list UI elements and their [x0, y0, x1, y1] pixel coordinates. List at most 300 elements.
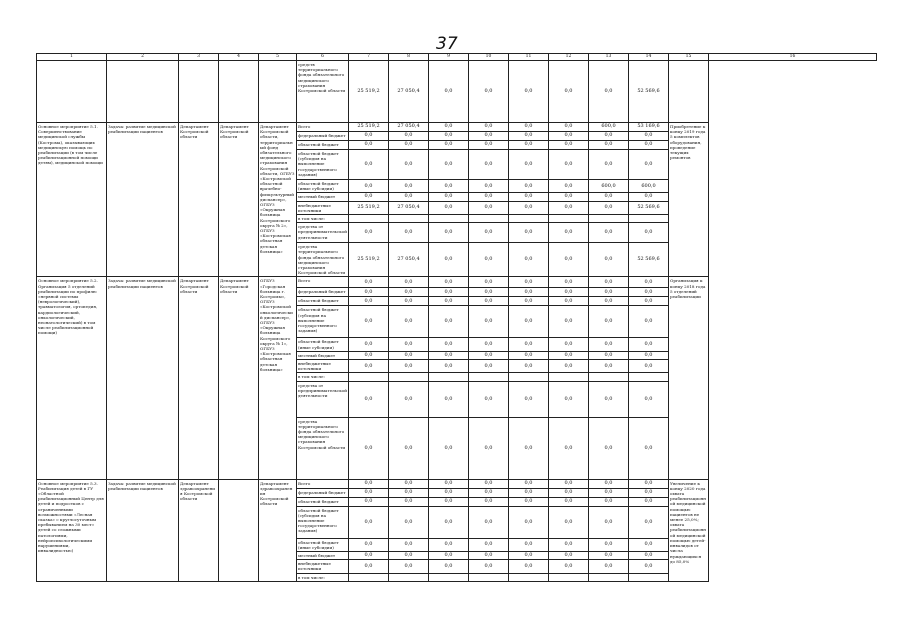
value-cell: 600,0	[589, 180, 629, 193]
value-cell: 0,0	[469, 288, 509, 297]
value-cell: 0,0	[549, 223, 589, 243]
value-cell: 0,0	[509, 488, 549, 497]
funding-source-cell: федеральный бюджет	[297, 488, 349, 497]
value-cell: 0,0	[429, 306, 469, 338]
value-cell: 0,0	[589, 381, 629, 417]
value-cell: 0,0	[429, 538, 469, 551]
value-cell: 0,0	[589, 132, 629, 141]
activity-c5-cell: ОГБУЗ «Городская больница г. Костромы», ОГБУЗ «Костромской онкологический диспансер», ОГБУЗ «Окружная больница Костромского округа № 1», ОГБУЗ «Костромская областная детская больница»	[259, 277, 297, 479]
value-cell: 0,0	[389, 560, 429, 574]
value-cell: 0,0	[349, 180, 389, 193]
value-cell: 0,0	[549, 497, 589, 506]
value-cell: 0,0	[629, 306, 669, 338]
value-cell: 0,0	[349, 479, 389, 488]
value-cell	[509, 215, 549, 223]
value-cell	[509, 373, 549, 381]
funding-source-cell: Всего	[297, 123, 349, 132]
value-cell	[429, 574, 469, 582]
value-cell	[629, 373, 669, 381]
col-number: 5	[259, 54, 297, 61]
value-cell: 0,0	[429, 506, 469, 538]
activity-c4-cell: Департамент Костромской области	[219, 277, 259, 479]
value-cell: 0,0	[509, 180, 549, 193]
value-cell: 27 050,4	[389, 201, 429, 214]
value-cell: 0,0	[549, 338, 589, 351]
value-cell: 0,0	[469, 338, 509, 351]
value-cell: 0,0	[629, 223, 669, 243]
value-cell: 0,0	[469, 351, 509, 359]
col-number: 7	[349, 54, 389, 61]
value-cell	[389, 215, 429, 223]
value-cell: 0,0	[589, 223, 629, 243]
value-cell: 0,0	[629, 141, 669, 150]
value-cell: 0,0	[509, 277, 549, 288]
value-cell: 0,0	[429, 338, 469, 351]
activity-c3-cell: Департамент Костромской области	[179, 123, 219, 277]
value-cell	[429, 215, 469, 223]
value-cell: 600,0	[589, 123, 629, 132]
activity-c3-cell: Департамент Костромской области	[179, 277, 219, 479]
value-cell: 0,0	[389, 360, 429, 373]
value-cell: 0,0	[389, 479, 429, 488]
value-cell: 0,0	[629, 297, 669, 306]
value-cell: 0,0	[469, 193, 509, 201]
value-cell: 0,0	[469, 417, 509, 479]
empty-cell	[219, 61, 259, 123]
value-cell: 0,0	[509, 306, 549, 338]
value-cell	[549, 373, 589, 381]
funding-source-cell: Всего	[297, 479, 349, 488]
col-number: 10	[469, 54, 509, 61]
value-cell: 0,0	[469, 243, 509, 277]
value-cell: 0,0	[549, 538, 589, 551]
value-cell	[589, 215, 629, 223]
value-cell: 52 569,6	[629, 61, 669, 123]
value-cell	[469, 574, 509, 582]
value-cell: 0,0	[389, 223, 429, 243]
value-cell: 0,0	[509, 123, 549, 132]
value-cell	[549, 215, 589, 223]
value-cell: 0,0	[389, 180, 429, 193]
value-cell: 0,0	[509, 338, 549, 351]
value-cell: 0,0	[589, 552, 629, 560]
activity-c1-cell: Основное мероприятие 5.2. Организация 5 отделений реабилитации по профилю «нервной системы (неврологический), травматология, ортопедия, кардиологический, онкологический, неонатологический) в том числе реабилитационной помощи)	[37, 277, 107, 479]
value-cell: 0,0	[509, 132, 549, 141]
value-cell: 600,0	[629, 180, 669, 193]
value-cell: 0,0	[589, 243, 629, 277]
col-number: 1	[37, 54, 107, 61]
value-cell: 0,0	[349, 338, 389, 351]
value-cell: 0,0	[549, 306, 589, 338]
value-cell: 0,0	[429, 497, 469, 506]
value-cell	[349, 215, 389, 223]
value-cell: 0,0	[469, 61, 509, 123]
col-number: 16	[709, 54, 877, 61]
value-cell: 0,0	[349, 141, 389, 150]
value-cell: 0,0	[429, 417, 469, 479]
value-cell: 0,0	[349, 288, 389, 297]
value-cell: 0,0	[549, 193, 589, 201]
funding-source-cell: средства территориального фонда обязательного медицинского страхования Костромской области	[297, 243, 349, 277]
activity-c4-cell: Департамент Костромской области	[219, 123, 259, 277]
value-cell: 0,0	[469, 223, 509, 243]
activity-c2-cell: Задача: развитие медицинской реабилитации пациентов	[107, 123, 179, 277]
value-cell: 0,0	[509, 497, 549, 506]
value-cell: 0,0	[549, 297, 589, 306]
value-cell: 0,0	[549, 479, 589, 488]
activity-c2-cell: Задача: развитие медицинской реабилитации пациентов	[107, 479, 179, 582]
expected-result-cell: Приобретение к концу 2019 года 5 комплектов оборудования, проведение текущих ремонтов	[669, 123, 709, 277]
value-cell	[589, 373, 629, 381]
activity-c2-cell: Задача: развитие медицинской реабилитации пациентов	[107, 277, 179, 479]
col-number: 11	[509, 54, 549, 61]
value-cell: 0,0	[509, 288, 549, 297]
value-cell	[549, 574, 589, 582]
value-cell: 0,0	[469, 479, 509, 488]
value-cell: 0,0	[429, 223, 469, 243]
value-cell: 0,0	[389, 132, 429, 141]
value-cell: 0,0	[589, 417, 629, 479]
value-cell: 0,0	[509, 360, 549, 373]
funding-source-cell: Всего	[297, 277, 349, 288]
funding-source-cell: внебюджетные источники	[297, 201, 349, 214]
page-number: 37	[436, 34, 458, 54]
value-cell: 0,0	[349, 360, 389, 373]
funding-source-cell: местный бюджет	[297, 193, 349, 201]
value-cell: 0,0	[509, 351, 549, 359]
funding-source-cell: областной бюджет	[297, 141, 349, 150]
value-cell: 0,0	[469, 141, 509, 150]
value-cell: 0,0	[629, 488, 669, 497]
empty-cell	[669, 61, 709, 123]
value-cell: 0,0	[469, 506, 509, 538]
funding-source-cell: областной бюджет (иные субсидии)	[297, 338, 349, 351]
value-cell	[389, 373, 429, 381]
value-cell: 0,0	[549, 61, 589, 123]
value-cell: 0,0	[469, 488, 509, 497]
value-cell: 0,0	[589, 338, 629, 351]
value-cell: 0,0	[349, 277, 389, 288]
value-cell: 0,0	[349, 193, 389, 201]
activity-c3-cell: Департамент здравоохранения Костромской области	[179, 479, 219, 582]
value-cell	[429, 373, 469, 381]
value-cell: 27 050,4	[389, 243, 429, 277]
empty-cell	[107, 61, 179, 123]
value-cell: 0,0	[549, 243, 589, 277]
value-cell: 0,0	[469, 277, 509, 288]
value-cell: 0,0	[429, 552, 469, 560]
empty-cell	[259, 61, 297, 123]
value-cell: 0,0	[549, 488, 589, 497]
value-cell: 0,0	[349, 297, 389, 306]
value-cell: 0,0	[429, 381, 469, 417]
value-cell: 0,0	[509, 297, 549, 306]
funding-source-cell: средства от предпринимательской деятельности	[297, 223, 349, 243]
value-cell: 0,0	[389, 497, 429, 506]
value-cell: 0,0	[509, 193, 549, 201]
activity-c5-cell: Департамент Костромской области, территориальный фонд обязательного медицинского страхования Костромской области, ОГБУЗ «Костромской областной врачебно-физкультурный диспансер», ОГБУЗ «Окружная больница Костромского округа № 2», ОГБУЗ «Костромская областная детская больница»	[259, 123, 297, 277]
value-cell: 0,0	[389, 351, 429, 359]
value-cell: 0,0	[509, 150, 549, 180]
value-cell	[629, 215, 669, 223]
value-cell: 0,0	[629, 193, 669, 201]
value-cell: 0,0	[429, 150, 469, 180]
funding-source-cell: федеральный бюджет	[297, 132, 349, 141]
value-cell: 0,0	[549, 123, 589, 132]
table-row	[37, 277, 877, 288]
value-cell: 52 569,6	[629, 201, 669, 214]
value-cell: 25 519,2	[349, 243, 389, 277]
expected-result-cell: Организация к концу 2018 года 5 отделений реабилитации	[669, 277, 709, 479]
value-cell: 0,0	[469, 552, 509, 560]
value-cell: 0,0	[429, 141, 469, 150]
value-cell: 0,0	[469, 306, 509, 338]
value-cell: 0,0	[549, 351, 589, 359]
value-cell: 0,0	[589, 560, 629, 574]
value-cell: 0,0	[589, 479, 629, 488]
value-cell: 0,0	[509, 381, 549, 417]
value-cell: 0,0	[509, 538, 549, 551]
value-cell: 0,0	[509, 201, 549, 214]
value-cell	[629, 574, 669, 582]
value-cell: 0,0	[349, 506, 389, 538]
funding-source-cell: внебюджетные источники	[297, 360, 349, 373]
activity-c4-cell	[219, 479, 259, 582]
value-cell: 0,0	[349, 150, 389, 180]
value-cell: 52 569,6	[629, 243, 669, 277]
value-cell: 0,0	[389, 306, 429, 338]
value-cell: 0,0	[429, 180, 469, 193]
value-cell: 0,0	[509, 141, 549, 150]
value-cell: 0,0	[389, 338, 429, 351]
value-cell: 0,0	[549, 417, 589, 479]
value-cell: 0,0	[549, 180, 589, 193]
value-cell: 0,0	[509, 506, 549, 538]
value-cell: 0,0	[629, 538, 669, 551]
value-cell: 0,0	[549, 201, 589, 214]
col-number: 13	[589, 54, 629, 61]
value-cell: 0,0	[589, 497, 629, 506]
value-cell	[389, 574, 429, 582]
value-cell: 0,0	[629, 552, 669, 560]
value-cell	[349, 574, 389, 582]
value-cell: 25 519,2	[349, 61, 389, 123]
value-cell: 0,0	[589, 201, 629, 214]
value-cell: 0,0	[389, 297, 429, 306]
value-cell: 0,0	[629, 132, 669, 141]
table-row	[37, 123, 877, 132]
funding-source-cell: в том числе:	[297, 574, 349, 582]
value-cell: 0,0	[549, 360, 589, 373]
value-cell: 0,0	[349, 560, 389, 574]
funding-source-cell: в том числе:	[297, 215, 349, 223]
value-cell: 0,0	[469, 381, 509, 417]
value-cell: 0,0	[389, 488, 429, 497]
value-cell: 0,0	[349, 306, 389, 338]
value-cell: 0,0	[629, 560, 669, 574]
value-cell: 0,0	[629, 351, 669, 359]
value-cell: 0,0	[589, 351, 629, 359]
value-cell: 0,0	[429, 297, 469, 306]
value-cell: 0,0	[589, 538, 629, 551]
funding-source-cell: областной бюджет (субсидия на выполнение государственного задания)	[297, 506, 349, 538]
value-cell: 0,0	[469, 497, 509, 506]
value-cell: 0,0	[429, 61, 469, 123]
value-cell: 0,0	[469, 201, 509, 214]
empty-cell	[37, 61, 107, 123]
value-cell: 0,0	[389, 288, 429, 297]
expected-result-cell: Увеличение к концу 2020 года охвата реабилитационной медицинской помощью пациентов не менее 25,0%; охвата реабилитационной медицинской помощью детей-инвалидов от числа нуждающихся до 85,0%	[669, 479, 709, 582]
value-cell: 0,0	[389, 277, 429, 288]
funding-source-cell: областной бюджет (иные субсидии)	[297, 180, 349, 193]
activity-c1-cell: Основное мероприятие 5.1. Совершенствование медицинской службы (Кострома), оказывающих медицинскую помощь по реабилитации (в том числе реабилитационной помощи детям), медицинской помощи	[37, 123, 107, 277]
value-cell: 0,0	[549, 150, 589, 180]
value-cell: 0,0	[469, 360, 509, 373]
table-body	[37, 54, 877, 582]
value-cell: 0,0	[549, 132, 589, 141]
funding-source-cell: средства территориального фонда обязательного медицинского страхования Костромской области	[297, 417, 349, 479]
value-cell: 0,0	[589, 61, 629, 123]
value-cell: 0,0	[349, 497, 389, 506]
value-cell: 0,0	[549, 506, 589, 538]
col-number: 9	[429, 54, 469, 61]
value-cell: 0,0	[629, 150, 669, 180]
value-cell: 0,0	[349, 488, 389, 497]
value-cell: 0,0	[589, 150, 629, 180]
budget-table	[36, 53, 877, 582]
funding-source-cell: средства от предпринимательской деятельности	[297, 381, 349, 417]
funding-source-cell: местный бюджет	[297, 351, 349, 359]
value-cell: 0,0	[509, 223, 549, 243]
value-cell: 0,0	[509, 61, 549, 123]
value-cell: 0,0	[589, 193, 629, 201]
value-cell: 0,0	[549, 381, 589, 417]
value-cell: 0,0	[429, 488, 469, 497]
value-cell	[349, 373, 389, 381]
value-cell: 0,0	[549, 277, 589, 288]
value-cell: 0,0	[629, 417, 669, 479]
value-cell: 0,0	[429, 479, 469, 488]
value-cell: 0,0	[429, 243, 469, 277]
table-row	[37, 479, 877, 488]
value-cell: 0,0	[589, 297, 629, 306]
value-cell: 0,0	[389, 506, 429, 538]
funding-source-cell: областной бюджет (субсидия на выполнение государственного задания)	[297, 150, 349, 180]
value-cell: 0,0	[349, 538, 389, 551]
value-cell: 0,0	[469, 297, 509, 306]
col-number: 14	[629, 54, 669, 61]
empty-cell	[179, 61, 219, 123]
value-cell: 0,0	[349, 552, 389, 560]
funding-source-cell: внебюджетные источники	[297, 560, 349, 574]
value-cell: 0,0	[509, 243, 549, 277]
value-cell: 0,0	[589, 288, 629, 297]
value-cell	[509, 574, 549, 582]
funding-source-cell: средств территориального фонда обязательного медицинского страхования Костромской области	[297, 61, 349, 123]
value-cell: 0,0	[389, 538, 429, 551]
col-number: 12	[549, 54, 589, 61]
value-cell: 0,0	[629, 506, 669, 538]
value-cell: 0,0	[429, 132, 469, 141]
value-cell	[469, 373, 509, 381]
value-cell: 0,0	[629, 288, 669, 297]
value-cell: 0,0	[429, 351, 469, 359]
value-cell: 0,0	[389, 193, 429, 201]
col-number: 4	[219, 54, 259, 61]
value-cell: 0,0	[389, 381, 429, 417]
funding-source-cell: в том числе:	[297, 373, 349, 381]
col-number: 8	[389, 54, 429, 61]
value-cell: 0,0	[589, 506, 629, 538]
value-cell: 0,0	[389, 141, 429, 150]
value-cell: 0,0	[349, 351, 389, 359]
header-row	[37, 54, 877, 61]
value-cell: 0,0	[429, 288, 469, 297]
value-cell: 0,0	[629, 479, 669, 488]
value-cell: 0,0	[469, 150, 509, 180]
value-cell: 0,0	[429, 560, 469, 574]
value-cell: 0,0	[349, 223, 389, 243]
value-cell: 0,0	[509, 479, 549, 488]
value-cell: 0,0	[589, 277, 629, 288]
value-cell: 0,0	[389, 417, 429, 479]
value-cell: 0,0	[469, 560, 509, 574]
value-cell: 0,0	[589, 360, 629, 373]
value-cell: 0,0	[549, 552, 589, 560]
value-cell: 0,0	[629, 338, 669, 351]
value-cell	[469, 215, 509, 223]
value-cell: 25 519,2	[349, 123, 389, 132]
value-cell: 0,0	[549, 560, 589, 574]
value-cell: 27 050,4	[389, 123, 429, 132]
value-cell: 0,0	[589, 488, 629, 497]
value-cell: 0,0	[629, 381, 669, 417]
funding-source-cell: областной бюджет	[297, 497, 349, 506]
value-cell: 0,0	[429, 193, 469, 201]
value-cell: 0,0	[629, 497, 669, 506]
col-number: 2	[107, 54, 179, 61]
value-cell: 25 519,2	[349, 201, 389, 214]
value-cell: 27 050,4	[389, 61, 429, 123]
value-cell: 0,0	[509, 560, 549, 574]
value-cell: 0,0	[509, 552, 549, 560]
col-number: 3	[179, 54, 219, 61]
funding-source-cell: областной бюджет	[297, 297, 349, 306]
value-cell: 0,0	[629, 277, 669, 288]
col-number: 15	[669, 54, 709, 61]
value-cell: 0,0	[429, 201, 469, 214]
value-cell: 0,0	[349, 381, 389, 417]
value-cell: 0,0	[349, 132, 389, 141]
col-number: 6	[297, 54, 349, 61]
value-cell: 0,0	[469, 132, 509, 141]
value-cell: 0,0	[469, 180, 509, 193]
value-cell: 0,0	[469, 538, 509, 551]
value-cell: 0,0	[429, 360, 469, 373]
value-cell: 0,0	[429, 277, 469, 288]
value-cell: 0,0	[549, 141, 589, 150]
funding-source-cell: областной бюджет (иные субсидии)	[297, 538, 349, 551]
value-cell: 0,0	[589, 141, 629, 150]
funding-source-cell: областной бюджет (субсидия на выполнение государственного задания)	[297, 306, 349, 338]
value-cell: 0,0	[349, 417, 389, 479]
value-cell: 0,0	[389, 552, 429, 560]
activity-c5-cell: Департамент здравоохранения Костромской области	[259, 479, 297, 582]
value-cell: 0,0	[589, 306, 629, 338]
funding-source-cell: местный бюджет	[297, 552, 349, 560]
value-cell	[589, 574, 629, 582]
value-cell: 0,0	[509, 417, 549, 479]
